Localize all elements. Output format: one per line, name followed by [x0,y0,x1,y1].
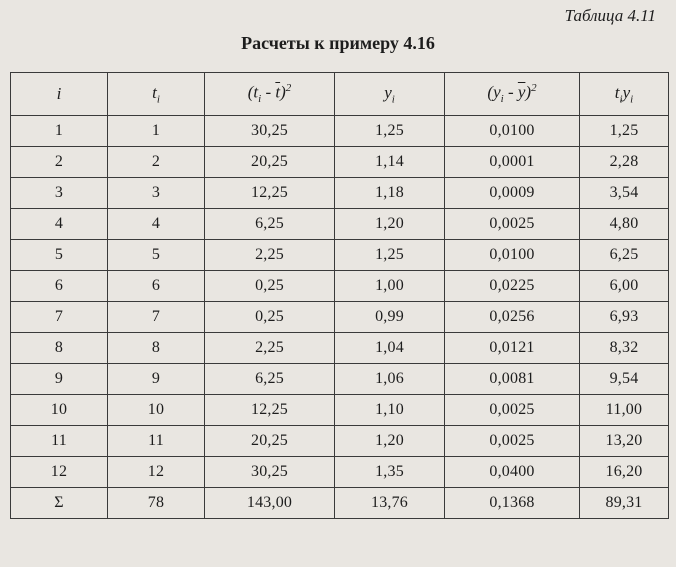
table-cell: 2 [108,147,205,178]
table-cell: 1,04 [335,333,445,364]
table-cell: 1,20 [335,426,445,457]
table-cell: 1,06 [335,364,445,395]
table-cell: 1 [11,116,108,147]
table-cell: 5 [108,240,205,271]
table-cell: 12,25 [205,395,335,426]
table-cell: 13,20 [580,426,669,457]
table-cell: 3,54 [580,178,669,209]
table-cell: 9 [11,364,108,395]
table-cell: 4 [108,209,205,240]
table-cell: 6,00 [580,271,669,302]
table-cell: 0,0400 [445,457,580,488]
table-row [11,364,669,395]
table-cell: Σ [11,488,108,519]
table-cell: 1,35 [335,457,445,488]
table-cell: 16,20 [580,457,669,488]
table-cell: 0,1368 [445,488,580,519]
table-cell: 2,25 [205,333,335,364]
table-caption: Таблица 4.11 [564,6,656,25]
table-cell: 30,25 [205,457,335,488]
table-cell: 12,25 [205,178,335,209]
table-cell: 6 [11,271,108,302]
header-t-deviation-squared: $(t_i - \overline{t})^2$ [205,73,335,116]
table-cell: 20,25 [205,147,335,178]
table-row [11,457,669,488]
table-cell: 5 [11,240,108,271]
table-cell: 1 [108,116,205,147]
table-row [11,147,669,178]
table-cell: 0,0009 [445,178,580,209]
table-cell: 0,0121 [445,333,580,364]
table-cell: 7 [108,302,205,333]
table-cell: 6 [108,271,205,302]
table-cell: 10 [11,395,108,426]
table-cell: 0,0001 [445,147,580,178]
table-cell: 4 [11,209,108,240]
table-cell: 0,0100 [445,240,580,271]
table-cell: 0,0081 [445,364,580,395]
header-y-deviation-squared: $(y_i - \overline{y})^2$ [445,73,580,116]
table-cell: 1,14 [335,147,445,178]
table-cell: 20,25 [205,426,335,457]
table-row [11,271,669,302]
table-cell: 3 [11,178,108,209]
header-y-i: $y_i$ [335,73,445,116]
table-cell: 143,00 [205,488,335,519]
table-cell: 0,0225 [445,271,580,302]
table-cell: 6,25 [580,240,669,271]
table-cell: 0,0025 [445,395,580,426]
table-row [11,116,669,147]
table-cell: 1,00 [335,271,445,302]
table-cell: 12 [108,457,205,488]
table-row [11,240,669,271]
table-cell: 11,00 [580,395,669,426]
table-cell: 6,25 [205,364,335,395]
table-cell: 11 [108,426,205,457]
table-cell: 0,0025 [445,209,580,240]
table-cell: 7 [11,302,108,333]
table-cell: 13,76 [335,488,445,519]
table-cell: 1,20 [335,209,445,240]
table-cell: 30,25 [205,116,335,147]
table-row [11,426,669,457]
total-row [11,488,669,519]
table-cell: 0,25 [205,271,335,302]
table-row [11,178,669,209]
table-cell: 2 [11,147,108,178]
table-row [11,302,669,333]
table-cell: 4,80 [580,209,669,240]
table-cell: 9,54 [580,364,669,395]
table-cell: 1,10 [335,395,445,426]
table-cell: 0,99 [335,302,445,333]
header-i: i [11,73,108,116]
table-cell: 1,25 [335,116,445,147]
table-cell: 11 [11,426,108,457]
table-cell: 0,0025 [445,426,580,457]
table-cell: 10 [108,395,205,426]
table-cell: 0,0100 [445,116,580,147]
table-cell: 6,25 [205,209,335,240]
table-cell: 2,25 [205,240,335,271]
table-cell: 78 [108,488,205,519]
header-t-i: $t_i$ [108,73,205,116]
table-title: Расчеты к примеру 4.16 [241,33,435,53]
table-row [11,333,669,364]
table-cell: 12 [11,457,108,488]
table-body [11,116,669,519]
table-cell: 3 [108,178,205,209]
table-cell: 89,31 [580,488,669,519]
table-cell: 1,18 [335,178,445,209]
table-cell: 8 [11,333,108,364]
table-cell: 8,32 [580,333,669,364]
table-cell: 0,0256 [445,302,580,333]
table-cell: 8 [108,333,205,364]
table-cell: 2,28 [580,147,669,178]
calculation-table [10,72,669,519]
table-row [11,209,669,240]
header-t-y-product: $t_iy_i$ [580,73,669,116]
table-cell: 1,25 [335,240,445,271]
table-cell: 6,93 [580,302,669,333]
table-cell: 1,25 [580,116,669,147]
table-row [11,395,669,426]
table-cell: 0,25 [205,302,335,333]
header-row [11,73,669,116]
table-cell: 9 [108,364,205,395]
